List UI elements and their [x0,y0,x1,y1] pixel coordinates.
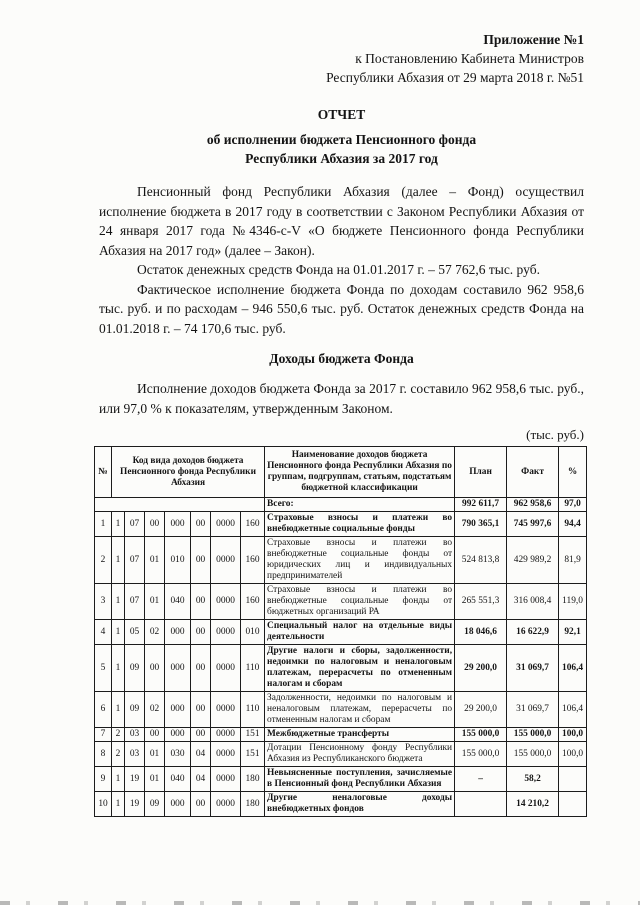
income-code-cell: 2 [112,728,125,742]
income-code-cell: 00 [191,584,211,620]
income-name-cell: Специальный налог на отдельные виды деятельности [265,620,455,645]
income-code-cell: 2 [112,742,125,767]
row-number-cell: 9 [95,767,112,792]
fact-value-cell: 316 008,4 [507,584,559,620]
fact-value-cell: 31 069,7 [507,692,559,728]
fact-value-cell: 745 997,6 [507,512,559,537]
income-code-cell: 1 [112,692,125,728]
table-row [95,620,587,645]
income-code-cell: 05 [125,620,145,645]
income-code-cell: 07 [125,512,145,537]
paragraph-execution-totals: Фактическое исполнение бюджета Фонда по доходам составило 962 958,6 тыс. руб. и по расходам – 946 550,6 тыс. руб. Остаток денежных средств Фонда на 01.01.2018 г. – 74 170,6 тыс. руб. [99,281,584,336]
units-note: (тыс. руб.) [526,427,584,442]
plan-value-cell: 155 000,0 [455,742,507,767]
income-table-header [95,447,587,498]
income-code-cell: 000 [165,792,191,817]
row-number-cell: 5 [95,645,112,692]
row-number-cell: 10 [95,792,112,817]
scan-artifact-marks [0,901,640,905]
income-name-cell: Межбюджетные трансферты [265,728,455,742]
income-code-cell: 000 [165,512,191,537]
percent-value-cell: 100,0 [559,728,587,742]
percent-value-cell [559,792,587,817]
plan-value-cell: 155 000,0 [455,728,507,742]
plan-value-cell: 18 046,6 [455,620,507,645]
income-code-cell: 00 [191,792,211,817]
income-code-cell: 00 [191,728,211,742]
percent-value-cell: 106,4 [559,645,587,692]
income-code-cell: 09 [125,692,145,728]
income-code-cell: 151 [241,728,265,742]
percent-value-cell [559,767,587,792]
row-number-cell: 1 [95,512,112,537]
income-code-cell: 19 [125,792,145,817]
document-title-block [99,105,584,168]
income-code-cell: 160 [241,512,265,537]
income-code-cell: 00 [145,645,165,692]
fact-value-cell: 58,2 [507,767,559,792]
appendix-number: Приложение №1 [483,32,584,47]
row-number-cell: 8 [95,742,112,767]
row-number-cell: 7 [95,728,112,742]
income-code-cell: 01 [145,537,165,584]
header-fact: Факт [507,447,559,498]
empty-code-cell [95,498,265,512]
income-code-cell: 0000 [211,767,241,792]
income-code-cell: 00 [191,537,211,584]
income-code-cell: 1 [112,584,125,620]
report-subtitle-line1: об исполнении бюджета Пенсионного фонда [206,132,477,147]
fact-value-cell: 14 210,2 [507,792,559,817]
table-row [95,537,587,584]
table-row [95,692,587,728]
paragraph-income-summary: Исполнение доходов бюджета Фонда за 2017 г. составило 962 958,6 тыс. руб., или 97,0 % к показателям, утвержденным Законом. [99,381,584,416]
fact-value-cell: 155 000,0 [507,728,559,742]
plan-value-cell: 29 200,0 [455,645,507,692]
percent-value-cell: 92,1 [559,620,587,645]
income-code-cell: 07 [125,537,145,584]
income-code-cell: 0000 [211,742,241,767]
plan-value-cell: – [455,767,507,792]
income-code-cell: 02 [145,620,165,645]
income-code-cell: 000 [165,645,191,692]
income-code-cell: 000 [165,692,191,728]
table-row [95,767,587,792]
income-code-cell: 180 [241,792,265,817]
income-code-cell: 030 [165,742,191,767]
section-title-incomes: Доходы бюджета Фонда [269,351,414,366]
percent-value-cell: 119,0 [559,584,587,620]
income-code-cell: 1 [112,537,125,584]
income-name-cell: Другие неналоговые доходы внебюджетных фондов [265,792,455,817]
table-row [95,512,587,537]
income-code-cell: 0000 [211,792,241,817]
income-code-cell: 01 [145,767,165,792]
plan-value-cell: 265 551,3 [455,584,507,620]
income-code-cell: 0000 [211,584,241,620]
income-code-cell: 180 [241,767,265,792]
row-number-cell: 3 [95,584,112,620]
income-code-cell: 00 [145,728,165,742]
report-title: ОТЧЕТ [317,107,366,122]
income-code-cell: 151 [241,742,265,767]
income-code-cell: 0000 [211,537,241,584]
fact-value-cell: 155 000,0 [507,742,559,767]
income-code-cell: 00 [145,512,165,537]
income-name-cell: Дотации Пенсионному фонду Республики Абхазия из Республиканского бюджета [265,742,455,767]
income-code-cell: 00 [191,512,211,537]
income-code-cell: 160 [241,537,265,584]
plan-value-cell: 992 611,7 [455,498,507,512]
income-code-cell: 1 [112,512,125,537]
resolution-reference-line1: к Постановлению Кабинета Министров [355,51,584,66]
plan-value-cell: 29 200,0 [455,692,507,728]
income-code-cell: 0000 [211,645,241,692]
fact-value-cell: 962 958,6 [507,498,559,512]
income-code-cell: 0000 [211,692,241,728]
row-number-cell: 6 [95,692,112,728]
income-name-cell: Всего: [265,498,455,512]
incomes-intro [99,379,584,418]
income-table-body [95,498,587,817]
income-code-cell: 00 [191,645,211,692]
plan-value-cell [455,792,507,817]
income-code-cell: 0000 [211,620,241,645]
income-code-cell: 1 [112,792,125,817]
income-code-cell: 07 [125,584,145,620]
percent-value-cell: 81,9 [559,537,587,584]
income-code-cell: 040 [165,767,191,792]
income-code-cell: 00 [191,620,211,645]
document-header-block [99,30,584,87]
income-code-cell: 000 [165,620,191,645]
income-code-cell: 04 [191,767,211,792]
percent-value-cell: 106,4 [559,692,587,728]
income-code-cell: 01 [145,584,165,620]
income-code-cell: 02 [145,692,165,728]
fact-value-cell: 16 622,9 [507,620,559,645]
header-code: Код вида доходов бюджета Пенсионного фонда Республики Абхазия [112,447,265,498]
income-code-cell: 0000 [211,728,241,742]
income-code-cell: 040 [165,584,191,620]
table-row [95,728,587,742]
header-name: Наименование доходов бюджета Пенсионного фонда Республики Абхазия по группам, подгруппам, статьям, подстатьям бюджетной классификации [265,447,455,498]
income-name-cell: Страховые взносы и платежи во внебюджетные социальные фонды от бюджетных организаций РА [265,584,455,620]
income-name-cell: Задолженности, недоимки по налоговым и неналоговым платежам, перерасчеты по отмененным налогам и сборам [265,692,455,728]
table-row [95,645,587,692]
resolution-reference-line2: Республики Абхазия от 29 марта 2018 г. №51 [326,70,584,85]
table-header-row [95,447,587,498]
header-pct: % [559,447,587,498]
income-code-cell: 010 [165,537,191,584]
income-code-cell: 03 [125,728,145,742]
income-code-cell: 09 [125,645,145,692]
plan-value-cell: 524 813,8 [455,537,507,584]
income-name-cell: Страховые взносы и платежи во внебюджетные социальные фонды [265,512,455,537]
income-code-cell: 00 [191,692,211,728]
income-code-cell: 01 [145,742,165,767]
income-code-cell: 1 [112,645,125,692]
fact-value-cell: 429 989,2 [507,537,559,584]
income-code-cell: 160 [241,584,265,620]
header-num: № [95,447,112,498]
income-code-cell: 0000 [211,512,241,537]
income-code-cell: 03 [125,742,145,767]
fact-value-cell: 31 069,7 [507,645,559,692]
row-number-cell: 4 [95,620,112,645]
income-code-cell: 110 [241,692,265,728]
intro-paragraphs [99,182,584,338]
income-code-cell: 09 [145,792,165,817]
income-code-cell: 04 [191,742,211,767]
income-code-cell: 110 [241,645,265,692]
header-plan: План [455,447,507,498]
report-subtitle-line2: Республики Абхазия за 2017 год [245,151,438,166]
row-number-cell: 2 [95,537,112,584]
table-row [95,742,587,767]
percent-value-cell: 97,0 [559,498,587,512]
percent-value-cell: 100,0 [559,742,587,767]
income-code-cell: 1 [112,620,125,645]
income-code-cell: 19 [125,767,145,792]
income-code-cell: 1 [112,767,125,792]
income-name-cell: Другие налоги и сборы, задолженности, недоимки по налоговым и неналоговым платежам, перерасчеты по отмененным налогам и сборам [265,645,455,692]
table-row [95,584,587,620]
percent-value-cell: 94,4 [559,512,587,537]
table-row [95,792,587,817]
paragraph-law-basis: Пенсионный фонд Республики Абхазия (далее – Фонд) осуществил исполнение бюджета в 2017 году в соответствии с Законом Республики Абхазия от 24 января 2017 года №4346-с-V «О бюджете Пенсионного фонда Республики Абхазия на 2017 год» (далее – Закон). [99,184,584,258]
paragraph-balance-2017: Остаток денежных средств Фонда на 01.01.2017 г. – 57 762,6 тыс. руб. [137,262,540,277]
income-name-cell: Невыясненные поступления, зачисляемые в Пенсионный фонд Республики Абхазия [265,767,455,792]
table-total-row [95,498,587,512]
income-table [94,446,587,817]
income-name-cell: Страховые взносы и платежи во внебюджетные социальные фонды от юридических лиц и индивидуальных предпринимателей [265,537,455,584]
plan-value-cell: 790 365,1 [455,512,507,537]
income-code-cell: 000 [165,728,191,742]
income-code-cell: 010 [241,620,265,645]
